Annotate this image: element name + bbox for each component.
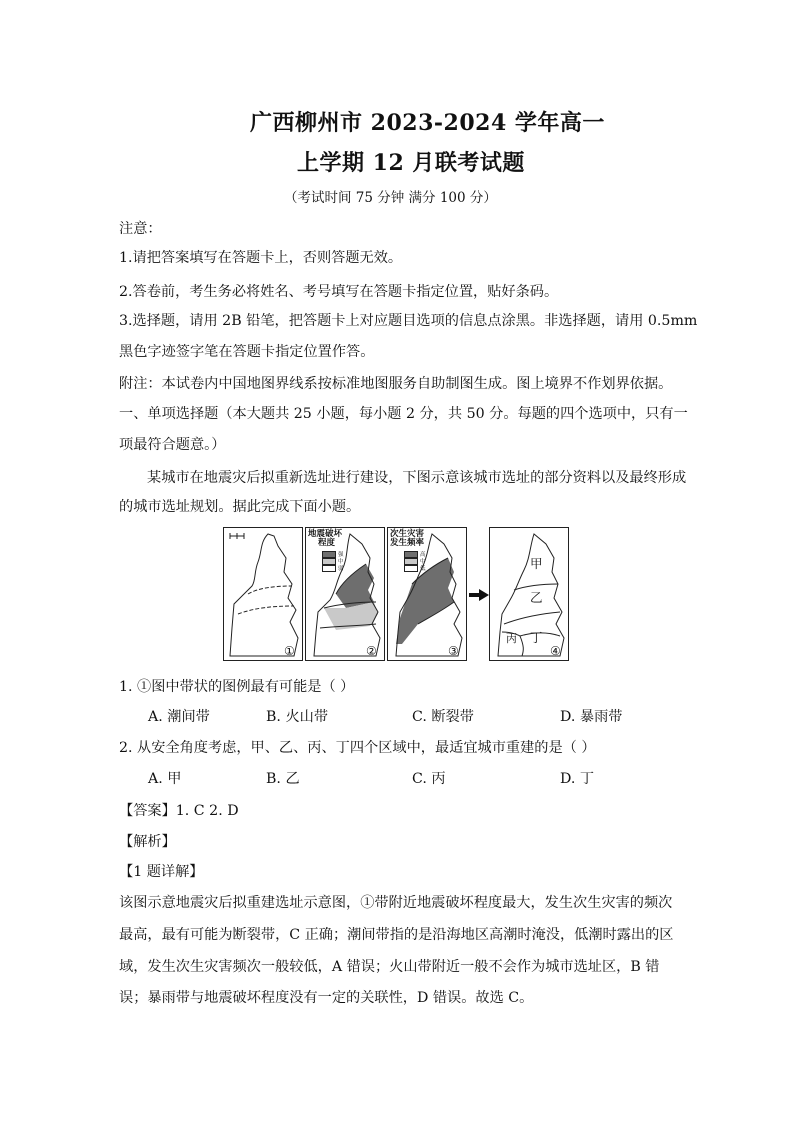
notice-item: 黑色字迹签字笔在答题卡指定位置作答。 (119, 344, 375, 360)
option: D. 丁 (560, 771, 595, 787)
explanation-line: 最高，最有可能为断裂带，C 正确；潮间带指的是沿海地区高潮时淹没，低潮时露出的区 (119, 927, 674, 943)
question-stem: 2. 从安全角度考虑，甲、乙、丙、丁四个区域中，最适宜城市重建的是（ ） (119, 740, 596, 756)
notice-item: 2.答卷前，考生务必将姓名、考号填写在答题卡指定位置，贴好条码。 (119, 284, 559, 300)
intro-text-cont: 的城市选址规划。据此完成下面小题。 (119, 499, 361, 515)
map-panel-1 (223, 527, 303, 661)
arrow-right-icon (469, 589, 489, 601)
region-label: 乙 (530, 590, 543, 605)
explanation-line: 误；暴雨带与地震破坏程度没有一定的关联性，D 错误。故选 C。 (119, 990, 534, 1006)
legend-label: 弱 (338, 566, 344, 572)
legend-label: 中 (338, 559, 344, 565)
option: A. 潮间带 (148, 709, 210, 725)
answer-line: 【答案】1. C 2. D (119, 803, 239, 819)
option: B. 乙 (266, 771, 300, 787)
appendix-note: 附注：本试卷内中国地图界线系按标准地图服务自助制图生成。图上境界不作划界依据。 (119, 376, 673, 392)
page-title-line1: 广西柳州市 2023-2024 学年高一 (250, 110, 605, 136)
notice-item: 3.选择题，请用 2B 铅笔，把答题卡上对应题目选项的信息点涂黑。非选择题，请用 0.5mm (119, 313, 698, 329)
panel-number-4: ④ (550, 644, 561, 658)
question-stem: 1. ①图中带状的图例最有可能是（ ） (119, 679, 355, 695)
legend-title-line: 发生频率 (390, 538, 425, 548)
legend-label: 低 (420, 566, 426, 572)
legend-row (404, 564, 426, 572)
legend-title (390, 530, 424, 548)
site-selection-figure (223, 527, 569, 663)
option: A. 甲 (148, 771, 182, 787)
page-title-line2: 上学期 12 月联考试题 (297, 150, 525, 176)
analysis-heading: 【解析】 (119, 834, 176, 850)
option: B. 火山带 (266, 709, 329, 725)
notice-heading: 注意： (119, 221, 162, 237)
map-panel-4 (489, 527, 569, 661)
legend-row (322, 564, 344, 572)
region-label: 丙 (506, 632, 517, 645)
panel-number-3: ③ (448, 644, 459, 658)
intro-text: 某城市在地震灾后拟重新选址进行建设，下图示意该城市选址的部分资料以及最终形成 (147, 470, 687, 486)
legend-label: 中 (420, 559, 426, 565)
detail-heading: 【1 题详解】 (119, 864, 204, 880)
legend-title (308, 530, 342, 548)
option: C. 丙 (412, 771, 446, 787)
legend-title-line: 地震破坏 (308, 529, 343, 539)
panel-number-2: ② (366, 644, 377, 658)
region-label: 甲 (530, 556, 543, 571)
section-heading: 一、单项选择题（本大题共 25 小题，每小题 2 分，共 50 分。每题的四个选项中，只有一 (119, 406, 688, 422)
region-label: 丁 (530, 630, 543, 645)
map-panel-2 (305, 527, 385, 661)
exam-info: （考试时间 75 分钟 满分 100 分） (284, 190, 497, 206)
legend-label: 强 (338, 552, 344, 558)
option: D. 暴雨带 (560, 709, 623, 725)
section-heading-cont: 项最符合题意。） (119, 437, 226, 453)
legend-title-line: 次生灾害 (390, 529, 425, 539)
panel-number-1: ① (284, 644, 295, 658)
explanation-line: 域，发生次生灾害频次一般较低，A 错误；火山带附近一般不会作为城市选址区，B 错 (119, 959, 660, 975)
legend-label: 高 (420, 552, 426, 558)
notice-item: 1.请把答案填写在答题卡上，否则答题无效。 (119, 250, 403, 266)
map-panel-3 (387, 527, 467, 661)
explanation-line: 该图示意地震灾后拟重建选址示意图，①带附近地震破坏程度最大，发生次生灾害的频次 (119, 895, 673, 911)
legend-title-line: 程度 (318, 538, 336, 548)
option: C. 断裂带 (412, 709, 474, 725)
